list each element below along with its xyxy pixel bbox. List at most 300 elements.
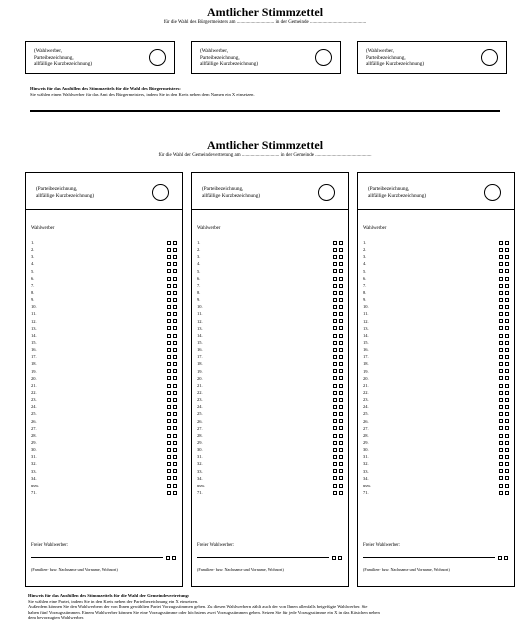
- preference-checkbox[interactable]: [339, 269, 343, 273]
- candidate-number: 22.: [197, 389, 203, 395]
- preference-checkbox[interactable]: [333, 384, 337, 388]
- preference-checkbox[interactable]: [505, 469, 509, 473]
- preference-checkbox[interactable]: [173, 405, 177, 409]
- preference-checkbox[interactable]: [339, 262, 343, 266]
- candidate-number: usw.: [363, 482, 372, 488]
- candidate-row: [197, 468, 343, 475]
- preference-checkbox[interactable]: [173, 455, 177, 459]
- free-candidate-line[interactable]: [197, 557, 329, 558]
- preference-checkbox[interactable]: [505, 419, 509, 423]
- preference-checkbox[interactable]: [499, 384, 503, 388]
- candidate-row: [363, 439, 509, 446]
- preference-checkbox[interactable]: [505, 341, 509, 345]
- preference-checkbox[interactable]: [173, 384, 177, 388]
- preference-checkbox[interactable]: [339, 305, 343, 309]
- candidate-row: [363, 368, 509, 375]
- preference-checkbox[interactable]: [173, 319, 177, 323]
- vote-circle[interactable]: [315, 49, 332, 66]
- candidate-number: 16.: [363, 347, 369, 353]
- preference-checkbox[interactable]: [173, 248, 177, 252]
- candidate-number: 8.: [363, 289, 367, 295]
- preference-checkbox[interactable]: [173, 434, 177, 438]
- preference-checkbox[interactable]: [505, 376, 509, 380]
- candidate-row: [31, 453, 177, 460]
- preference-checkbox[interactable]: [333, 269, 337, 273]
- candidate-row: [363, 339, 509, 346]
- preference-checkbox[interactable]: [498, 556, 502, 560]
- preference-checkbox[interactable]: [504, 556, 508, 560]
- preference-checkbox[interactable]: [505, 484, 509, 488]
- preference-checkbox[interactable]: [339, 369, 343, 373]
- preference-checkbox[interactable]: [333, 319, 337, 323]
- preference-checkbox[interactable]: [499, 398, 503, 402]
- candidate-number: 27.: [31, 425, 37, 431]
- preference-checkbox[interactable]: [333, 348, 337, 352]
- preference-checkbox[interactable]: [173, 476, 177, 480]
- preference-checkbox[interactable]: [499, 269, 503, 273]
- candidate-number: 10.: [197, 304, 203, 310]
- preference-checkbox[interactable]: [505, 405, 509, 409]
- preference-checkbox[interactable]: [499, 298, 503, 302]
- preference-checkbox[interactable]: [333, 476, 337, 480]
- preference-checkbox[interactable]: [167, 277, 171, 281]
- preference-checkbox[interactable]: [499, 355, 503, 359]
- preference-checkbox[interactable]: [173, 355, 177, 359]
- preference-checkbox[interactable]: [333, 484, 337, 488]
- preference-checkbox[interactable]: [505, 434, 509, 438]
- preference-checkbox[interactable]: [333, 334, 337, 338]
- candidate-row: [363, 296, 509, 303]
- candidate-number: 23.: [31, 397, 37, 403]
- preference-checkbox[interactable]: [339, 376, 343, 380]
- preference-checkbox[interactable]: [339, 341, 343, 345]
- preference-checkbox[interactable]: [505, 326, 509, 330]
- preference-checkbox[interactable]: [339, 255, 343, 259]
- preference-checkbox[interactable]: [167, 369, 171, 373]
- preference-checkbox[interactable]: [505, 348, 509, 352]
- preference-checkbox[interactable]: [499, 405, 503, 409]
- candidate-row: [363, 353, 509, 360]
- preference-checkbox[interactable]: [339, 348, 343, 352]
- preference-checkbox[interactable]: [167, 491, 171, 495]
- preference-checkbox[interactable]: [505, 455, 509, 459]
- preference-checkbox[interactable]: [167, 476, 171, 480]
- preference-checkbox[interactable]: [167, 391, 171, 395]
- preference-checkbox[interactable]: [505, 305, 509, 309]
- preference-checkbox[interactable]: [333, 255, 337, 259]
- preference-checkbox[interactable]: [333, 355, 337, 359]
- preference-checkbox[interactable]: [339, 355, 343, 359]
- preference-checkbox[interactable]: [167, 305, 171, 309]
- preference-checkbox[interactable]: [505, 398, 509, 402]
- preference-checkbox[interactable]: [173, 348, 177, 352]
- preference-checkbox[interactable]: [167, 376, 171, 380]
- preference-checkbox[interactable]: [499, 455, 503, 459]
- preference-checkbox[interactable]: [167, 326, 171, 330]
- candidate-row: [31, 432, 177, 439]
- candidate-row: [197, 453, 343, 460]
- preference-checkbox[interactable]: [173, 376, 177, 380]
- preference-checkbox[interactable]: [505, 248, 509, 252]
- preference-checkbox[interactable]: [332, 556, 336, 560]
- preference-checkbox[interactable]: [499, 391, 503, 395]
- preference-checkbox[interactable]: [499, 448, 503, 452]
- preference-checkbox[interactable]: [499, 255, 503, 259]
- preference-checkbox[interactable]: [333, 248, 337, 252]
- preference-checkbox[interactable]: [505, 441, 509, 445]
- candidate-number: 31.: [363, 454, 369, 460]
- candidate-row: [363, 468, 509, 475]
- preference-checkbox[interactable]: [499, 469, 503, 473]
- preference-checkbox[interactable]: [505, 384, 509, 388]
- preference-checkbox[interactable]: [499, 462, 503, 466]
- preference-checkbox[interactable]: [167, 469, 171, 473]
- candidate-row: [31, 310, 177, 317]
- vote-circle[interactable]: [481, 49, 498, 66]
- preference-checkbox[interactable]: [499, 241, 503, 245]
- candidate-number: 29.: [363, 439, 369, 445]
- preference-checkbox[interactable]: [173, 441, 177, 445]
- preference-checkbox[interactable]: [173, 419, 177, 423]
- preference-checkbox[interactable]: [333, 291, 337, 295]
- candidate-row: [197, 268, 343, 275]
- preference-checkbox[interactable]: [173, 369, 177, 373]
- party-vote-circle[interactable]: [152, 184, 169, 201]
- free-candidate-note: (Familien- bzw. Nachname und Vorname, Wohnort): [363, 567, 450, 572]
- preference-checkbox[interactable]: [167, 312, 171, 316]
- preference-checkbox[interactable]: [333, 441, 337, 445]
- candidate-row: [197, 260, 343, 267]
- preference-checkbox[interactable]: [167, 455, 171, 459]
- preference-checkbox[interactable]: [333, 455, 337, 459]
- preference-checkbox[interactable]: [173, 391, 177, 395]
- preference-checkbox[interactable]: [333, 277, 337, 281]
- preference-checkbox[interactable]: [333, 448, 337, 452]
- preference-checkbox[interactable]: [333, 262, 337, 266]
- preference-checkbox[interactable]: [333, 412, 337, 416]
- preference-checkbox[interactable]: [333, 305, 337, 309]
- preference-checkbox[interactable]: [333, 398, 337, 402]
- preference-checkbox[interactable]: [339, 448, 343, 452]
- preference-checkbox[interactable]: [339, 491, 343, 495]
- preference-checkbox[interactable]: [173, 398, 177, 402]
- party-vote-circle[interactable]: [484, 184, 501, 201]
- candidate-row: [363, 475, 509, 482]
- preference-checkbox[interactable]: [499, 262, 503, 266]
- candidate-row: [363, 268, 509, 275]
- preference-checkbox[interactable]: [499, 476, 503, 480]
- preference-checkbox[interactable]: [499, 362, 503, 366]
- candidate-row: [31, 318, 177, 325]
- preference-checkbox[interactable]: [505, 241, 509, 245]
- preference-checkbox[interactable]: [338, 556, 342, 560]
- preference-checkbox[interactable]: [499, 248, 503, 252]
- preference-checkbox[interactable]: [499, 277, 503, 281]
- preference-checkbox[interactable]: [167, 319, 171, 323]
- preference-checkbox[interactable]: [333, 241, 337, 245]
- candidate-row: [31, 282, 177, 289]
- vote-circle[interactable]: [149, 49, 166, 66]
- preference-checkbox[interactable]: [167, 334, 171, 338]
- mayor-candidate-box-1: [25, 41, 175, 74]
- preference-checkbox[interactable]: [167, 412, 171, 416]
- preference-checkbox[interactable]: [339, 476, 343, 480]
- preference-checkbox[interactable]: [173, 262, 177, 266]
- preference-checkbox[interactable]: [167, 262, 171, 266]
- preference-checkbox[interactable]: [499, 412, 503, 416]
- preference-checkbox[interactable]: [499, 426, 503, 430]
- candidate-row: [197, 332, 343, 339]
- preference-checkbox[interactable]: [505, 426, 509, 430]
- preference-checkbox[interactable]: [167, 291, 171, 295]
- preference-checkbox[interactable]: [505, 312, 509, 316]
- preference-checkbox[interactable]: [339, 291, 343, 295]
- free-candidate-note: (Familien- bzw. Nachname und Vorname, Wohnort): [197, 567, 284, 572]
- party-vote-circle[interactable]: [318, 184, 335, 201]
- candidate-number: 24.: [363, 404, 369, 410]
- preference-checkbox[interactable]: [339, 312, 343, 316]
- candidate-number: 5.: [363, 268, 367, 274]
- candidate-row: [197, 482, 343, 489]
- candidate-row: [197, 282, 343, 289]
- preference-checkbox[interactable]: [167, 348, 171, 352]
- preference-checkbox[interactable]: [505, 334, 509, 338]
- preference-checkbox[interactable]: [173, 426, 177, 430]
- preference-checkbox[interactable]: [339, 412, 343, 416]
- preference-checkbox[interactable]: [166, 556, 170, 560]
- preference-checkbox[interactable]: [499, 441, 503, 445]
- preference-checkbox[interactable]: [505, 362, 509, 366]
- preference-checkbox[interactable]: [339, 384, 343, 388]
- preference-checkbox[interactable]: [333, 326, 337, 330]
- candidate-row: [31, 353, 177, 360]
- free-candidate-note: (Familien- bzw. Nachname und Vorname, Wohnort): [31, 567, 118, 572]
- preference-checkbox[interactable]: [173, 362, 177, 366]
- candidate-row: [197, 289, 343, 296]
- preference-checkbox[interactable]: [499, 484, 503, 488]
- candidate-row: [363, 460, 509, 467]
- preference-checkbox[interactable]: [339, 277, 343, 281]
- free-candidate-line[interactable]: [363, 557, 495, 558]
- preference-checkbox[interactable]: [167, 405, 171, 409]
- candidate-number: 6.: [363, 275, 367, 281]
- preference-checkbox[interactable]: [339, 434, 343, 438]
- preference-checkbox[interactable]: [339, 326, 343, 330]
- candidate-row: [31, 375, 177, 382]
- candidate-row: [31, 410, 177, 417]
- preference-checkbox[interactable]: [499, 341, 503, 345]
- preference-checkbox[interactable]: [505, 298, 509, 302]
- candidate-number: 8.: [197, 289, 201, 295]
- preference-checkbox[interactable]: [173, 291, 177, 295]
- candidate-row: [363, 318, 509, 325]
- preference-checkbox[interactable]: [173, 298, 177, 302]
- preference-checkbox[interactable]: [499, 305, 503, 309]
- preference-checkbox[interactable]: [339, 248, 343, 252]
- candidate-row: [363, 425, 509, 432]
- candidate-number: 15.: [363, 339, 369, 345]
- preference-checkbox[interactable]: [173, 412, 177, 416]
- preference-checkbox[interactable]: [173, 334, 177, 338]
- preference-checkbox[interactable]: [173, 469, 177, 473]
- preference-checkbox[interactable]: [505, 291, 509, 295]
- preference-checkbox[interactable]: [333, 362, 337, 366]
- preference-checkbox[interactable]: [167, 255, 171, 259]
- preference-checkbox[interactable]: [173, 312, 177, 316]
- preference-checkbox[interactable]: [167, 462, 171, 466]
- preference-checkbox[interactable]: [167, 241, 171, 245]
- preference-checkbox[interactable]: [499, 491, 503, 495]
- preference-checkbox[interactable]: [505, 476, 509, 480]
- preference-checkbox[interactable]: [499, 348, 503, 352]
- preference-checkbox[interactable]: [167, 434, 171, 438]
- candidate-row: [363, 246, 509, 253]
- candidate-number: 2.: [363, 247, 367, 253]
- preference-checkbox[interactable]: [339, 455, 343, 459]
- candidate-row: [31, 382, 177, 389]
- preference-checkbox[interactable]: [167, 398, 171, 402]
- preference-checkbox[interactable]: [339, 362, 343, 366]
- preference-checkbox[interactable]: [333, 469, 337, 473]
- preference-checkbox[interactable]: [505, 391, 509, 395]
- preference-checkbox[interactable]: [333, 284, 337, 288]
- preference-checkbox[interactable]: [333, 341, 337, 345]
- preference-checkbox[interactable]: [167, 248, 171, 252]
- candidate-row: [197, 475, 343, 482]
- candidate-row: [197, 460, 343, 467]
- preference-checkbox[interactable]: [173, 269, 177, 273]
- preference-checkbox[interactable]: [167, 362, 171, 366]
- preference-checkbox[interactable]: [505, 277, 509, 281]
- preference-checkbox[interactable]: [172, 556, 176, 560]
- candidate-row: [197, 439, 343, 446]
- preference-checkbox[interactable]: [173, 305, 177, 309]
- preference-checkbox[interactable]: [499, 369, 503, 373]
- candidate-rows: [31, 239, 177, 496]
- preference-checkbox[interactable]: [339, 441, 343, 445]
- candidate-row: [363, 239, 509, 246]
- preference-checkbox[interactable]: [339, 241, 343, 245]
- preference-checkbox[interactable]: [339, 426, 343, 430]
- party-label: (Parteibezeichnung, allfällige Kurzbezeichnung): [36, 186, 95, 199]
- preference-checkbox[interactable]: [499, 291, 503, 295]
- preference-checkbox[interactable]: [505, 269, 509, 273]
- candidate-number: 6.: [31, 275, 35, 281]
- preference-checkbox[interactable]: [505, 448, 509, 452]
- preference-checkbox[interactable]: [505, 255, 509, 259]
- preference-checkbox[interactable]: [339, 391, 343, 395]
- candidate-row: [197, 403, 343, 410]
- preference-checkbox[interactable]: [167, 426, 171, 430]
- candidate-row: [31, 360, 177, 367]
- preference-checkbox[interactable]: [339, 298, 343, 302]
- preference-checkbox[interactable]: [339, 405, 343, 409]
- preference-checkbox[interactable]: [505, 262, 509, 266]
- preference-checkbox[interactable]: [173, 448, 177, 452]
- preference-checkbox[interactable]: [173, 326, 177, 330]
- preference-checkbox[interactable]: [339, 319, 343, 323]
- candidate-number: 27.: [197, 425, 203, 431]
- preference-checkbox[interactable]: [333, 426, 337, 430]
- preference-checkbox[interactable]: [499, 434, 503, 438]
- preference-checkbox[interactable]: [333, 391, 337, 395]
- preference-checkbox[interactable]: [499, 312, 503, 316]
- preference-checkbox[interactable]: [339, 469, 343, 473]
- preference-checkbox[interactable]: [499, 284, 503, 288]
- preference-checkbox[interactable]: [173, 462, 177, 466]
- preference-checkbox[interactable]: [499, 319, 503, 323]
- preference-checkbox[interactable]: [167, 419, 171, 423]
- preference-checkbox[interactable]: [167, 298, 171, 302]
- preference-checkbox[interactable]: [339, 334, 343, 338]
- preference-checkbox[interactable]: [167, 484, 171, 488]
- preference-checkbox[interactable]: [173, 284, 177, 288]
- preference-checkbox[interactable]: [333, 312, 337, 316]
- candidate-number: 34.: [31, 475, 37, 481]
- preference-checkbox[interactable]: [339, 419, 343, 423]
- preference-checkbox[interactable]: [505, 491, 509, 495]
- preference-checkbox[interactable]: [173, 255, 177, 259]
- candidate-number: 17.: [31, 354, 37, 360]
- preference-checkbox[interactable]: [167, 384, 171, 388]
- preference-checkbox[interactable]: [333, 434, 337, 438]
- preference-checkbox[interactable]: [173, 241, 177, 245]
- preference-checkbox[interactable]: [167, 448, 171, 452]
- preference-checkbox[interactable]: [499, 376, 503, 380]
- preference-checkbox[interactable]: [505, 412, 509, 416]
- candidate-number: 4.: [31, 261, 35, 267]
- preference-checkbox[interactable]: [173, 484, 177, 488]
- preference-checkbox[interactable]: [333, 369, 337, 373]
- preference-checkbox[interactable]: [333, 419, 337, 423]
- preference-checkbox[interactable]: [333, 298, 337, 302]
- preference-checkbox[interactable]: [173, 277, 177, 281]
- council-ballot-subtitle: für die Wahl der Gemeindevertretung am .............................. in der Gemeinde .............................................: [158, 153, 372, 158]
- free-candidate-label: Freier Wahlwerber:: [363, 543, 401, 548]
- preference-checkbox[interactable]: [499, 326, 503, 330]
- candidate-number: 18.: [197, 361, 203, 367]
- preference-checkbox[interactable]: [505, 369, 509, 373]
- preference-checkbox[interactable]: [499, 334, 503, 338]
- preference-checkbox[interactable]: [167, 269, 171, 273]
- preference-checkbox[interactable]: [505, 319, 509, 323]
- preference-checkbox[interactable]: [339, 462, 343, 466]
- preference-checkbox[interactable]: [333, 376, 337, 380]
- preference-checkbox[interactable]: [505, 355, 509, 359]
- free-candidate-line[interactable]: [31, 557, 163, 558]
- preference-checkbox[interactable]: [167, 341, 171, 345]
- preference-checkbox[interactable]: [333, 462, 337, 466]
- preference-checkbox[interactable]: [339, 398, 343, 402]
- candidate-number: 4.: [197, 261, 201, 267]
- preference-checkbox[interactable]: [167, 284, 171, 288]
- candidate-row: [31, 396, 177, 403]
- preference-checkbox[interactable]: [333, 491, 337, 495]
- preference-checkbox[interactable]: [333, 405, 337, 409]
- preference-checkbox[interactable]: [499, 419, 503, 423]
- preference-checkbox[interactable]: [505, 284, 509, 288]
- preference-checkbox[interactable]: [339, 484, 343, 488]
- preference-checkbox[interactable]: [173, 491, 177, 495]
- preference-checkbox[interactable]: [505, 462, 509, 466]
- preference-checkbox[interactable]: [339, 284, 343, 288]
- preference-checkbox[interactable]: [167, 355, 171, 359]
- preference-checkbox[interactable]: [173, 341, 177, 345]
- preference-checkbox[interactable]: [167, 441, 171, 445]
- candidate-row: [363, 260, 509, 267]
- candidate-number: 24.: [31, 404, 37, 410]
- candidate-number: 31.: [197, 454, 203, 460]
